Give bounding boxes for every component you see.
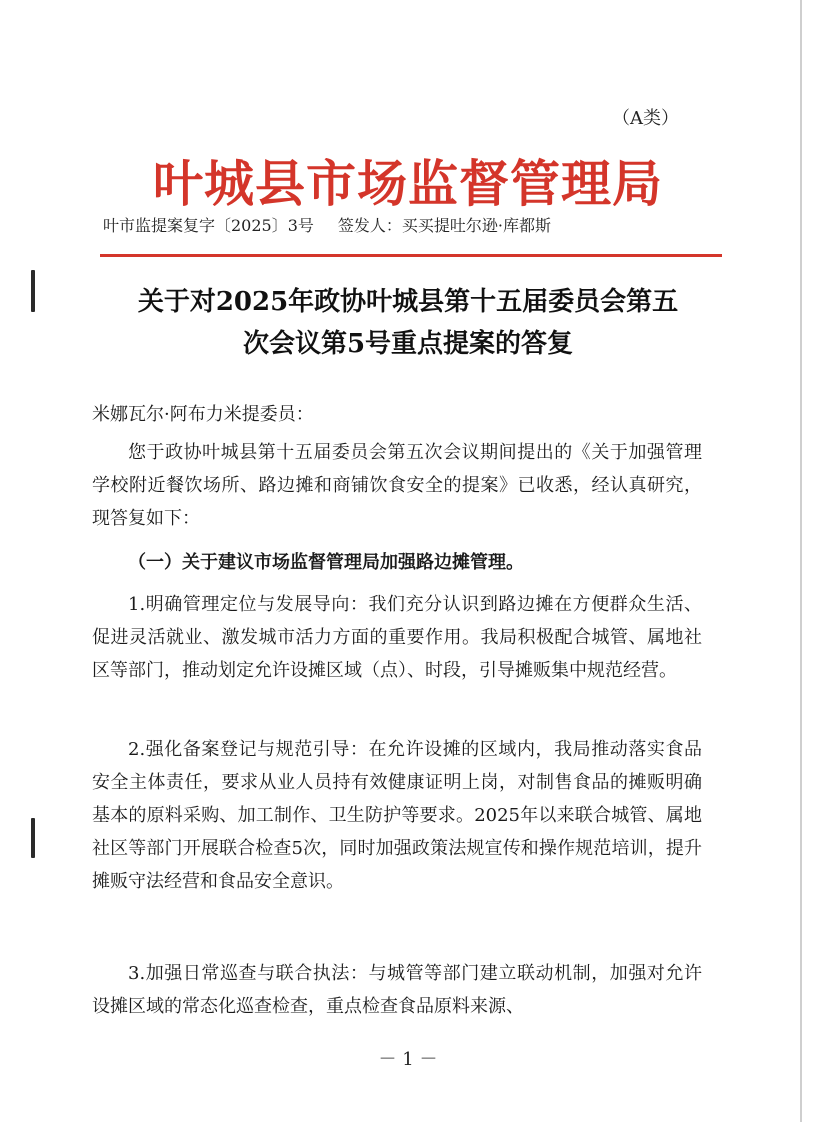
item-1-paragraph: 1.明确管理定位与发展导向：我们充分认识到路边摊在方便群众生活、促进灵活就业、激发城市活力方面的重要作用。我局积极配合城管、属地社区等部门，推动划定允许设摊区域（点）、时段，引导摊贩集中规范经营。 bbox=[92, 594, 702, 681]
body-paragraph bbox=[92, 588, 702, 687]
document-title-line2: 次会议第5号重点提案的答复 bbox=[242, 329, 574, 359]
body-paragraph bbox=[92, 733, 702, 898]
body-paragraph bbox=[92, 957, 702, 1023]
document-number: 叶市监提案复字〔2025〕3号 bbox=[103, 216, 314, 235]
document-title-line1: 关于对2025年政协叶城县第十五届委员会第五 bbox=[137, 287, 679, 317]
section-heading: （一）关于建议市场监督管理局加强路边摊管理。 bbox=[128, 552, 524, 573]
item-2-paragraph: 2.强化备案登记与规范引导：在允许设摊的区域内，我局推动落实食品安全主体责任，要求从业人员持有效健康证明上岗，对制售食品的摊贩明确基本的原料采购、加工制作、卫生防护等要求。2025年以来联合城管、属地社区等部门开展联合检查5次，同时加强政策法规宣传和操作规范培训，提升摊贩守法经营和食品安全意识。 bbox=[92, 739, 702, 892]
item-3-paragraph: 3.加强日常巡查与联合执法：与城管等部门建立联动机制，加强对允许设摊区域的常态化巡查检查，重点检查食品原料来源、 bbox=[92, 963, 702, 1017]
page-number: － 1 － bbox=[378, 1049, 438, 1070]
document-number-line bbox=[103, 213, 723, 236]
agency-name: 叶城县市场监督管理局 bbox=[153, 154, 663, 213]
binding-mark bbox=[31, 818, 35, 858]
issuer: 签发人：买买提吐尔逊·库都斯 bbox=[337, 216, 551, 235]
intro-paragraph: 您于政协叶城县第十五届委员会第五次会议期间提出的《关于加强管理学校附近餐饮场所、路边摊和商铺饮食安全的提案》已收悉，经认真研究，现答复如下： bbox=[92, 442, 702, 529]
binding-mark bbox=[31, 270, 35, 312]
salutation: 米娜瓦尔·阿布力米提委员： bbox=[92, 404, 314, 425]
body-paragraph bbox=[92, 436, 702, 535]
document-category: （A类） bbox=[612, 108, 679, 129]
red-header-rule bbox=[100, 254, 722, 257]
